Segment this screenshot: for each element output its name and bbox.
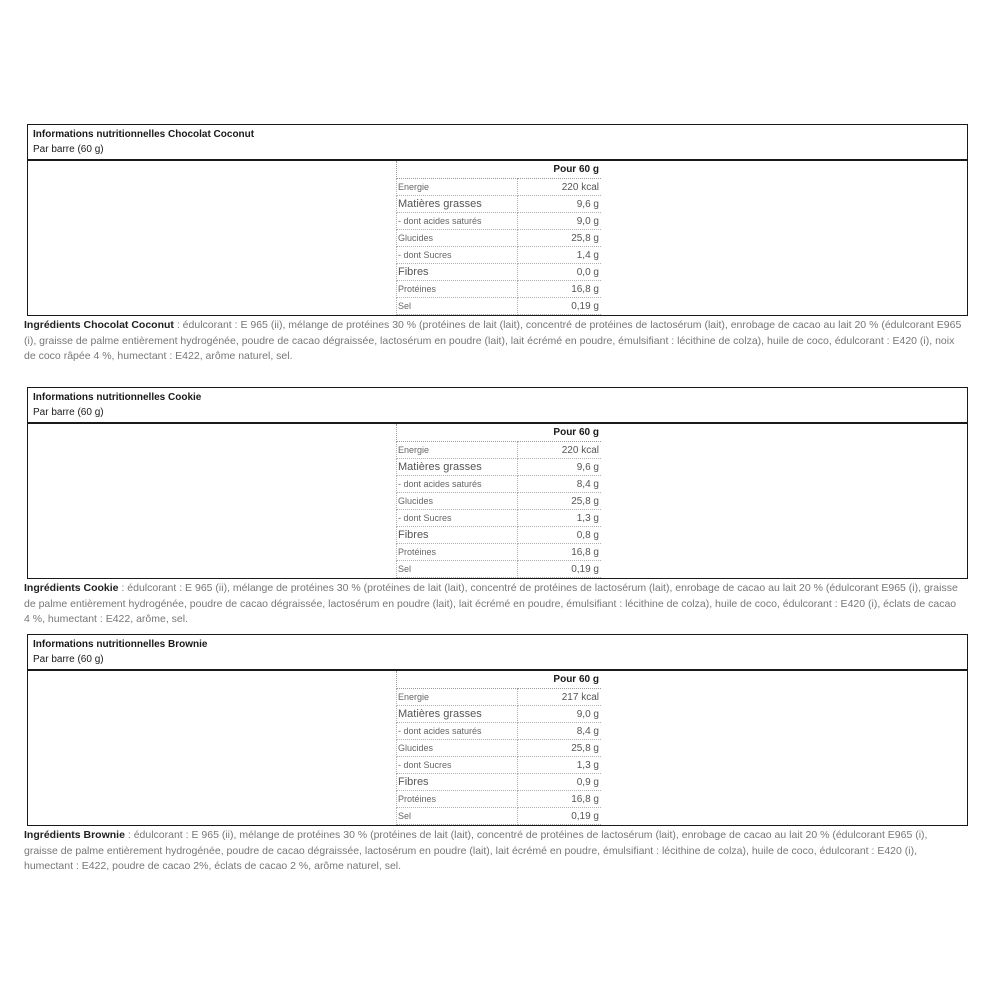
nutrition-table: [396, 671, 601, 825]
nutrient-label: - dont acides saturés: [397, 723, 518, 740]
nutrient-value: 9,0 g: [518, 706, 602, 723]
table-row: [397, 230, 602, 247]
nutrient-value: 1,3 g: [518, 510, 602, 527]
table-row: [397, 706, 602, 723]
table-row: [397, 527, 602, 544]
nutrient-label: - dont Sucres: [397, 247, 518, 264]
table-row: [397, 281, 602, 298]
ingredients-label: Ingrédients Chocolat Coconut: [24, 319, 174, 331]
nutrient-value: 0,19 g: [518, 561, 602, 578]
nutrient-label: Glucides: [397, 230, 518, 247]
table-row: [397, 442, 602, 459]
nutrient-label: Energie: [397, 689, 518, 706]
nutrient-value: 1,4 g: [518, 247, 602, 264]
nutrition-body: [28, 424, 967, 578]
ingredients-paragraph: [24, 828, 968, 875]
ingredients-label: Ingrédients Brownie: [24, 829, 125, 841]
nutrient-value: 25,8 g: [518, 740, 602, 757]
nutrient-label: Matières grasses: [397, 706, 518, 723]
nutrition-table: [396, 161, 601, 315]
nutrient-label: Energie: [397, 179, 518, 196]
nutrient-label: Matières grasses: [397, 196, 518, 213]
table-header-row: [397, 671, 602, 689]
ingredients-paragraph: [24, 318, 968, 365]
nutrition-header: [28, 125, 967, 161]
serving-size: Par barre (60 g): [33, 654, 104, 665]
nutrient-label: Protéines: [397, 791, 518, 808]
nutrient-value: 25,8 g: [518, 493, 602, 510]
table-row: [397, 808, 602, 825]
nutrient-label: - dont Sucres: [397, 510, 518, 527]
header-blank-cell: [397, 671, 518, 689]
nutrient-label: Fibres: [397, 527, 518, 544]
nutrient-value: 1,3 g: [518, 757, 602, 774]
nutrient-value: 0,9 g: [518, 774, 602, 791]
nutrient-label: Glucides: [397, 740, 518, 757]
table-row: [397, 264, 602, 281]
product-brownie: [24, 634, 968, 875]
table-row: [397, 510, 602, 527]
nutrient-value: 220 kcal: [518, 442, 602, 459]
nutrient-value: 8,4 g: [518, 723, 602, 740]
table-row: [397, 179, 602, 196]
product-cookie: [24, 387, 968, 628]
ingredients-text: : édulcorant : E 965 (ii), mélange de protéines 30 % (protéines de lait (lait), concentré de protéines de lactosérum (lait), enrobage de cacao au lait 20 % (édulcorant E965 (i), graisse de palme entièrement hydrogénée, poudre de cacao dégraissée, lactosérum en poudre (lait), lait écrémé en poudre, émulsifiant : lécithine de colza), huile de coco, édulcorant : E420 (i), éclats de cacao 4 %, humectant : E422, arôme, sel.: [24, 582, 958, 625]
table-row: [397, 791, 602, 808]
nutrient-value: 0,0 g: [518, 264, 602, 281]
table-row: [397, 689, 602, 706]
nutrient-value: 16,8 g: [518, 791, 602, 808]
ingredients-paragraph: [24, 581, 968, 628]
nutrient-value: 9,6 g: [518, 196, 602, 213]
table-row: [397, 493, 602, 510]
nutrition-body: [28, 671, 967, 825]
nutrient-value: 16,8 g: [518, 281, 602, 298]
table-row: [397, 544, 602, 561]
column-header: Pour 60 g: [518, 424, 602, 442]
nutrition-title: Informations nutritionnelles Chocolat Coconut: [33, 129, 255, 140]
nutrient-label: Protéines: [397, 281, 518, 298]
nutrient-label: Energie: [397, 442, 518, 459]
nutrition-body: [28, 161, 967, 315]
nutrient-value: 220 kcal: [518, 179, 602, 196]
ingredients-text: : édulcorant : E 965 (ii), mélange de protéines 30 % (protéines de lait (lait), concentré de protéines de lactosérum (lait), enrobage de cacao au lait 20 % (édulcorant E965 (i), graisse de palme entièrement hydrogénée, poudre de cacao dégraissée, lactosérum en poudre (lait), lait écrémé en poudre, émulsifiant : lécithine de colza), huile de coco, édulcorant : E420 (i), noix de coco râpée 4 %, humectant : E422, arôme naturel, sel.: [24, 319, 962, 362]
nutrient-label: Fibres: [397, 264, 518, 281]
header-blank-cell: [397, 424, 518, 442]
nutrient-label: Protéines: [397, 544, 518, 561]
table-row: [397, 774, 602, 791]
nutrient-value: 16,8 g: [518, 544, 602, 561]
nutrition-table: [396, 424, 601, 578]
nutrient-label: Sel: [397, 808, 518, 825]
table-row: [397, 740, 602, 757]
table-header-row: [397, 424, 602, 442]
nutrition-title: Informations nutritionnelles Cookie: [33, 392, 202, 403]
table-row: [397, 196, 602, 213]
nutrient-label: - dont acides saturés: [397, 476, 518, 493]
column-header: Pour 60 g: [518, 671, 602, 689]
table-row: [397, 757, 602, 774]
nutrient-label: Matières grasses: [397, 459, 518, 476]
nutrient-label: Glucides: [397, 493, 518, 510]
nutrient-value: 0,8 g: [518, 527, 602, 544]
product-chocolat-coconut: [24, 124, 968, 365]
nutrition-header: [28, 388, 967, 424]
nutrient-value: 8,4 g: [518, 476, 602, 493]
serving-size: Par barre (60 g): [33, 144, 104, 155]
table-row: [397, 213, 602, 230]
nutrient-value: 217 kcal: [518, 689, 602, 706]
nutrient-label: Sel: [397, 298, 518, 315]
nutrient-value: 25,8 g: [518, 230, 602, 247]
nutrition-facts-box: [27, 124, 968, 316]
column-header: Pour 60 g: [518, 161, 602, 179]
table-row: [397, 561, 602, 578]
table-row: [397, 298, 602, 315]
header-blank-cell: [397, 161, 518, 179]
table-row: [397, 247, 602, 264]
table-row: [397, 476, 602, 493]
nutrient-label: Fibres: [397, 774, 518, 791]
ingredients-text: : édulcorant : E 965 (ii), mélange de protéines 30 % (protéines de lait (lait), concentré de protéines de lactosérum (lait), enrobage de cacao au lait 20 % (édulcorant E965 (i), graisse de palme entièrement hydrogénée, poudre de cacao dégraissée, lactosérum en poudre (lait), lait écrémé en poudre, émulsifiant : lécithine de colza), huile de coco, édulcorant : E420 (i), humectant : E422, poudre de cacao 2%, éclats de cacao 2 %, arôme naturel, sel.: [24, 829, 928, 872]
nutrient-value: 0,19 g: [518, 298, 602, 315]
nutrition-facts-box: [27, 387, 968, 579]
serving-size: Par barre (60 g): [33, 407, 104, 418]
nutrient-label: - dont acides saturés: [397, 213, 518, 230]
nutrient-value: 0,19 g: [518, 808, 602, 825]
nutrient-label: Sel: [397, 561, 518, 578]
nutrition-header: [28, 635, 967, 671]
nutrition-facts-box: [27, 634, 968, 826]
nutrient-label: - dont Sucres: [397, 757, 518, 774]
table-header-row: [397, 161, 602, 179]
nutrient-value: 9,0 g: [518, 213, 602, 230]
ingredients-label: Ingrédients Cookie: [24, 582, 119, 594]
table-row: [397, 459, 602, 476]
nutrition-title: Informations nutritionnelles Brownie: [33, 639, 208, 650]
nutrient-value: 9,6 g: [518, 459, 602, 476]
table-row: [397, 723, 602, 740]
